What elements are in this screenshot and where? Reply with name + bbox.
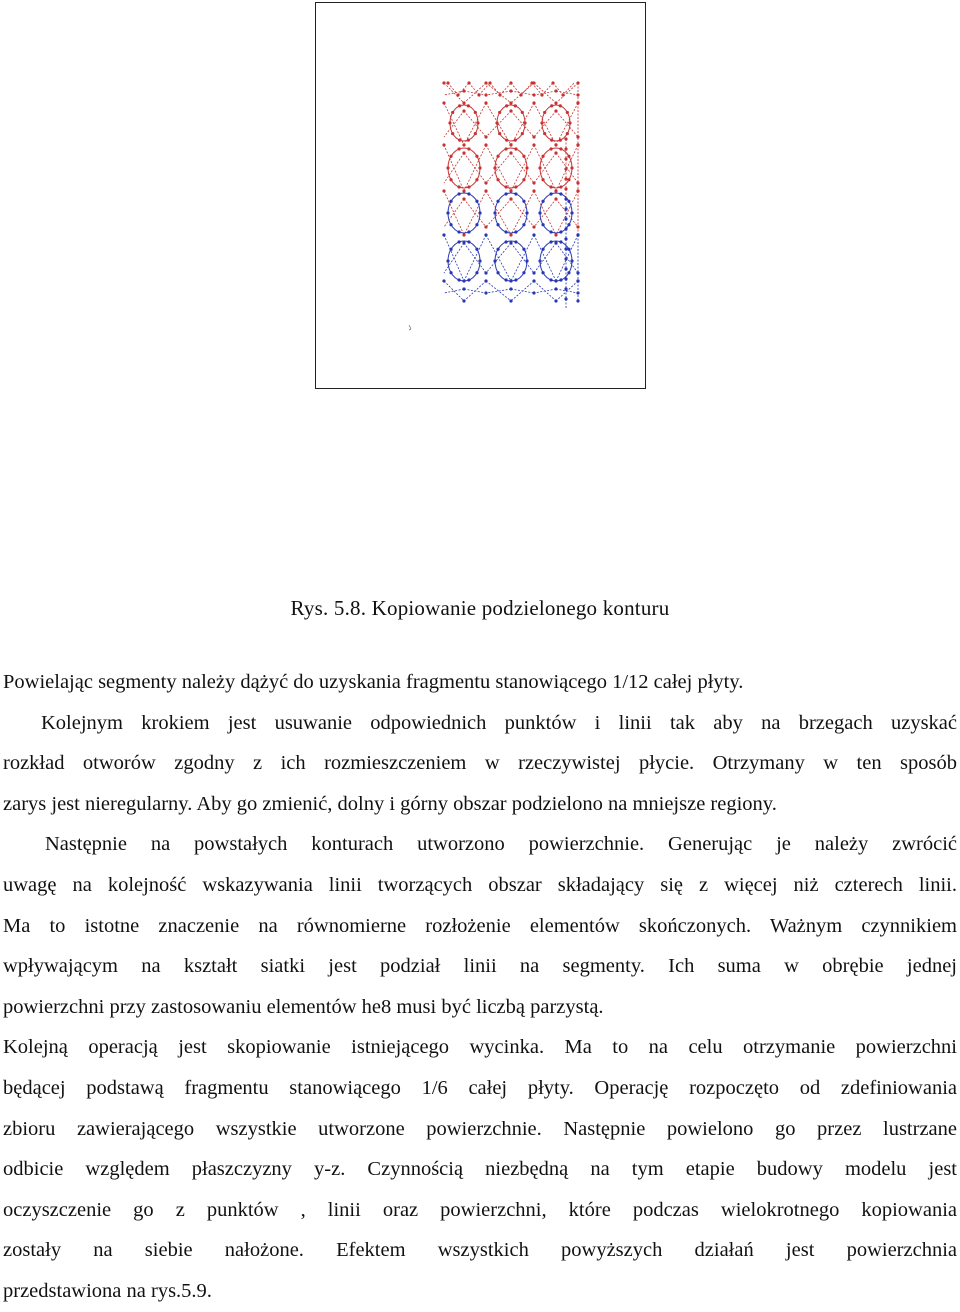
mesh-node: [543, 132, 546, 135]
mesh-node: [498, 93, 501, 96]
mesh-node: [514, 104, 517, 107]
mesh-node: [568, 121, 571, 124]
mesh-edge: [511, 145, 534, 191]
mesh-node: [570, 211, 573, 214]
text-line: uwagę na kolejność wskazywania linii tworzących obszar składający się z więcej niż czterech linii.: [3, 873, 957, 896]
mesh-edge: [511, 103, 534, 145]
mesh-node: [570, 259, 573, 262]
mesh-node: [514, 230, 517, 233]
mesh-node: [504, 278, 507, 281]
mesh-edge: [511, 83, 521, 95]
mesh-node: [540, 121, 543, 124]
text-line: Kolejną operacją jest skopiowanie istniejącego wycinka. Ma to na celu otrzymanie powierzchni: [3, 1036, 957, 1059]
mesh-node: [484, 233, 487, 236]
mesh-node: [457, 147, 460, 150]
mesh-node: [442, 189, 445, 192]
mesh-edge: [500, 83, 511, 95]
mesh-node: [541, 248, 544, 251]
figure-caption: Rys. 5.8. Kopiowanie podzielonego konturu: [290, 596, 670, 620]
mesh-node: [514, 240, 517, 243]
mesh-node: [449, 178, 452, 181]
mesh-node: [504, 240, 507, 243]
mesh-node: [567, 155, 570, 158]
mesh-edge: [464, 281, 486, 301]
mesh-node: [462, 109, 465, 112]
text-line: zarys jest nieregularny. Aby go zmienić, dolny i górny obszar podzielono na mniejsze regiony.: [3, 792, 777, 815]
mesh-node: [521, 111, 524, 114]
mesh-node: [514, 139, 517, 142]
mesh-node: [559, 230, 562, 233]
mesh-node: [549, 192, 552, 195]
mesh-edge: [553, 83, 563, 95]
mesh-node: [484, 189, 487, 192]
text-line: powierzchni przy zastosowaniu elementów he8 musi być liczbą parzystą.: [3, 995, 604, 1018]
mesh-node: [525, 259, 528, 262]
mesh-node: [522, 200, 525, 203]
mesh-node: [576, 101, 579, 104]
mesh-edge: [534, 153, 556, 183]
mesh-node: [567, 271, 570, 274]
upper-mesh-red: [442, 81, 579, 236]
mesh-node: [576, 299, 579, 302]
mesh-node: [462, 287, 465, 290]
mesh-node: [549, 230, 552, 233]
mesh-node: [514, 192, 517, 195]
mesh-node: [467, 139, 470, 142]
mesh-node: [448, 121, 451, 124]
text-line: przedstawiona na rys.5.9.: [3, 1279, 212, 1302]
lower-mesh-blue: [442, 192, 579, 309]
mesh-node: [442, 101, 445, 104]
mesh-node: [551, 81, 554, 84]
mesh-node: [457, 192, 460, 195]
mesh-node: [442, 279, 445, 282]
mesh-node: [550, 104, 553, 107]
mesh-node: [457, 230, 460, 233]
mesh-edge: [464, 83, 486, 103]
mesh-node: [554, 197, 557, 200]
mesh-node: [449, 271, 452, 274]
mesh-node: [498, 132, 501, 135]
mesh-node: [559, 240, 562, 243]
mesh-node: [504, 185, 507, 188]
mesh-edge: [444, 83, 464, 103]
mesh-node: [522, 155, 525, 158]
mesh-node: [567, 223, 570, 226]
mesh-node: [538, 211, 541, 214]
mesh-node: [514, 185, 517, 188]
mesh-node: [478, 259, 481, 262]
mesh-node: [509, 89, 512, 92]
text-line: zbioru zawierającego wszystkie utworzone powierzchnie. Następnie powielono go przez lustrzane: [3, 1117, 957, 1140]
mesh-node: [549, 278, 552, 281]
mesh-node: [532, 279, 535, 282]
mesh-node: [559, 192, 562, 195]
mesh-edge: [479, 83, 490, 95]
text-line: Powielając segmenty należy dążyć do uzyskania fragmentu stanowiącego 1/12 całej płyty.: [3, 671, 744, 693]
mesh-node: [509, 81, 512, 84]
mesh-edge: [534, 289, 556, 293]
mesh-edge: [534, 243, 556, 273]
mesh-node: [576, 143, 579, 146]
mesh-edge: [486, 289, 511, 293]
mesh-node: [509, 109, 512, 112]
mesh-node: [496, 178, 499, 181]
axis-marker: [409, 325, 411, 330]
mesh-edge: [464, 191, 486, 235]
mesh-node: [509, 197, 512, 200]
mesh-edge: [490, 83, 500, 95]
mesh-node: [561, 93, 564, 96]
mesh-node: [532, 233, 535, 236]
mesh-edge: [486, 145, 511, 191]
mesh-node: [474, 132, 477, 135]
mesh-node: [532, 189, 535, 192]
mesh-node: [475, 200, 478, 203]
mesh-node: [462, 151, 465, 154]
mesh-node: [559, 147, 562, 150]
mesh-node: [449, 223, 452, 226]
mesh-node: [549, 185, 552, 188]
mesh-node: [496, 248, 499, 251]
mesh-node: [457, 278, 460, 281]
mesh-node: [504, 192, 507, 195]
mesh-edge: [486, 91, 511, 95]
mesh-node: [541, 155, 544, 158]
text-line: oczyszczenie go z punktów , linii oraz powierzchni, które podczas wielokrotnego kopiowania: [3, 1198, 957, 1221]
mesh-node: [509, 287, 512, 290]
mesh-edge: [534, 103, 556, 145]
mesh-edge: [444, 243, 464, 273]
text-line: rozkład otworów zgodny z ich rozmieszczeniem w rzeczywistej płycie. Otrzymany w ten sposób: [3, 752, 957, 775]
mesh-node: [538, 166, 541, 169]
mesh-node: [554, 151, 557, 154]
mesh-node: [554, 287, 557, 290]
mesh-node: [549, 147, 552, 150]
mesh-node: [504, 147, 507, 150]
mesh-node: [467, 240, 470, 243]
mesh-node: [576, 279, 579, 282]
mesh-node: [457, 240, 460, 243]
mesh-edge: [458, 83, 469, 95]
mesh-node: [576, 81, 579, 84]
mesh-edge: [511, 191, 534, 235]
mesh-node: [525, 166, 528, 169]
mesh-node: [566, 111, 569, 114]
mesh-node: [522, 248, 525, 251]
text-line: odbicie względem płaszczyzny y-z. Czynnością niezbędną na tym etapie budowy modelu jest: [3, 1158, 957, 1181]
mesh-node: [554, 241, 557, 244]
mesh-node: [496, 155, 499, 158]
mesh-figure: [316, 3, 645, 388]
mesh-node: [496, 200, 499, 203]
mesh-edge: [511, 83, 534, 103]
mesh-edge: [486, 83, 511, 103]
mesh-node: [522, 178, 525, 181]
mesh-edge: [444, 281, 464, 301]
mesh-node: [475, 155, 478, 158]
mesh-node: [541, 200, 544, 203]
mesh-node: [538, 259, 541, 262]
mesh-node: [541, 178, 544, 181]
mesh-node: [484, 143, 487, 146]
mesh-edge: [511, 281, 534, 301]
hole-outline: [448, 241, 480, 281]
mesh-node: [442, 81, 445, 84]
mesh-node: [505, 104, 508, 107]
mesh-node: [446, 81, 449, 84]
mesh-node: [467, 185, 470, 188]
mesh-node: [493, 211, 496, 214]
mesh-edge: [563, 83, 574, 95]
mesh-node: [521, 132, 524, 135]
hole-outline: [540, 241, 572, 281]
mesh-edge: [542, 83, 553, 95]
mesh-node: [570, 166, 573, 169]
mesh-node: [449, 155, 452, 158]
mesh-node: [509, 241, 512, 244]
mesh-node: [550, 139, 553, 142]
mesh-node: [467, 192, 470, 195]
mesh-node: [475, 223, 478, 226]
mesh-edge: [556, 83, 578, 103]
mesh-node: [498, 111, 501, 114]
mesh-node: [540, 93, 543, 96]
text-line: będącej podstawą fragmentu stanowiącego 1/6 całej płyty. Operację rozpoczęto od zdefiniowania: [3, 1076, 957, 1099]
mesh-node: [514, 278, 517, 281]
mesh-node: [475, 248, 478, 251]
mesh-edge: [464, 145, 486, 191]
mesh-node: [475, 178, 478, 181]
mesh-node: [567, 248, 570, 251]
mesh-node: [449, 200, 452, 203]
mesh-node: [467, 104, 470, 107]
text-line: Następnie na powstałych konturach utworzono powierzchnie. Generując je należy zwrócić: [45, 833, 957, 856]
mesh-node: [458, 104, 461, 107]
mesh-node: [567, 178, 570, 181]
mesh-edge: [444, 103, 464, 145]
mesh-node: [467, 230, 470, 233]
mesh-node: [477, 93, 480, 96]
mesh-node: [488, 81, 491, 84]
mesh-node: [554, 89, 557, 92]
mesh-node: [478, 211, 481, 214]
mesh-node: [457, 185, 460, 188]
mesh-node: [559, 185, 562, 188]
mesh-node: [559, 278, 562, 281]
mesh-node: [567, 200, 570, 203]
mesh-node: [484, 101, 487, 104]
mesh-node: [456, 93, 459, 96]
mesh-node: [446, 259, 449, 262]
mesh-node: [525, 211, 528, 214]
mesh-node: [530, 81, 533, 84]
mesh-node: [496, 271, 499, 274]
mesh-node: [467, 81, 470, 84]
text-line: zostały na siebie nałożone. Efektem wszystkich powyższych działań jest powierzchnia: [3, 1239, 957, 1262]
mesh-node: [446, 211, 449, 214]
mesh-node: [549, 240, 552, 243]
mesh-node: [541, 271, 544, 274]
mesh-edge: [534, 199, 556, 227]
mesh-node: [442, 233, 445, 236]
text-line: Ma to istotne znaczenie na równomierne rozłożenie elementów skończonych. Ważnym czynnikiem: [3, 914, 957, 937]
mesh-node: [451, 111, 454, 114]
mesh-node: [474, 111, 477, 114]
mesh-node: [442, 143, 445, 146]
mesh-edge: [464, 103, 486, 145]
mesh-node: [559, 139, 562, 142]
mesh-edge: [486, 199, 511, 227]
mesh-node: [519, 93, 522, 96]
mesh-node: [475, 271, 478, 274]
text-line: Kolejnym krokiem jest usuwanie odpowiednich punktów i linii tak aby na brzegach uzyskać: [41, 711, 957, 734]
mesh-node: [446, 166, 449, 169]
mesh-node: [484, 279, 487, 282]
mesh-edge: [469, 83, 479, 95]
mesh-node: [576, 189, 579, 192]
mesh-node: [566, 132, 569, 135]
mesh-node: [541, 223, 544, 226]
mesh-node: [522, 271, 525, 274]
mesh-node: [522, 223, 525, 226]
mesh-node: [478, 166, 481, 169]
mesh-node: [462, 241, 465, 244]
mesh-node: [476, 121, 479, 124]
body-text: [3, 662, 957, 1312]
mesh-node: [514, 147, 517, 150]
mesh-node: [532, 101, 535, 104]
mesh-node: [532, 143, 535, 146]
mesh-node: [509, 151, 512, 154]
mesh-node: [493, 166, 496, 169]
mesh-node: [467, 278, 470, 281]
mesh-node: [504, 230, 507, 233]
text-line: wpływającym na kształt siatki jest podział linii na segmenty. Ich suma w obrębie jednej: [3, 955, 957, 978]
figure-frame: [315, 2, 646, 389]
mesh-node: [496, 223, 499, 226]
mesh-node: [467, 147, 470, 150]
mesh-node: [576, 233, 579, 236]
mesh-node: [559, 104, 562, 107]
mesh-node: [451, 132, 454, 135]
mesh-node: [554, 109, 557, 112]
mesh-node: [462, 197, 465, 200]
mesh-node: [543, 111, 546, 114]
mesh-node: [484, 81, 487, 84]
mesh-edge: [486, 281, 511, 301]
